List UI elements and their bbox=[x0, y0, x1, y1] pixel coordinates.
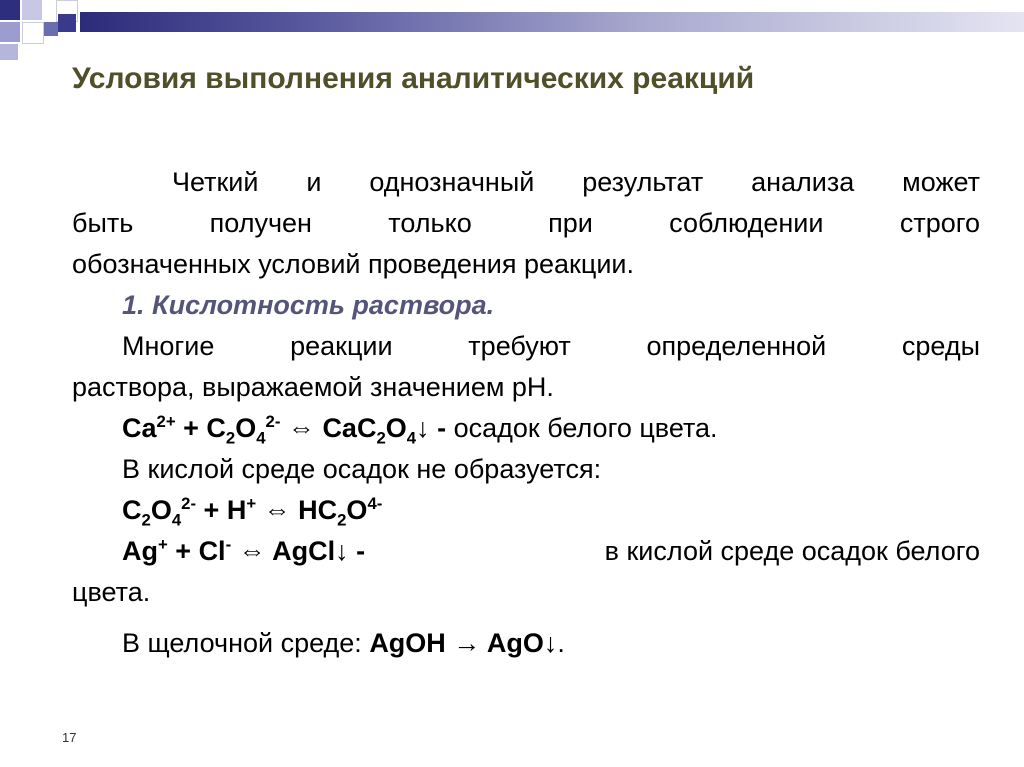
page-number: 17 bbox=[62, 730, 77, 745]
decor-square bbox=[22, 0, 42, 20]
intro-text-line: Четкий и однозначный результат анализа может bbox=[172, 167, 980, 197]
equation-note-continued: цвета. bbox=[72, 577, 151, 607]
alkaline-medium-line: В щелочной среде: AgOH → AgO↓. bbox=[122, 628, 565, 658]
header-gradient-bar bbox=[80, 12, 1024, 32]
decor-square bbox=[0, 22, 20, 42]
ph-text-line: раствора, выражаемой значением pH. bbox=[72, 372, 554, 402]
slide-body bbox=[72, 162, 980, 664]
equation-note: в кислой среде осадок белого bbox=[604, 536, 980, 566]
ph-text-line: Многие реакции требуют определенной среды bbox=[122, 331, 980, 361]
decor-square bbox=[22, 22, 44, 44]
decor-square bbox=[58, 14, 76, 32]
decor-square bbox=[0, 0, 20, 20]
slide-title: Условия выполнения аналитических реакций bbox=[72, 62, 755, 95]
intro-text-line: быть получен только при соблюдении строго bbox=[72, 208, 980, 238]
intro-text-line: обозначенных условий проведения реакции. bbox=[72, 249, 634, 279]
equation-oxalate-proton: $C_2O_4^{2-} + H^+$ ⇔ $HC_2O^{4-}$ bbox=[122, 494, 383, 530]
equation-note: осадок белого цвета. bbox=[453, 413, 718, 443]
decor-square bbox=[0, 44, 18, 60]
decor-square bbox=[44, 22, 58, 36]
equation-silver-chloride: Ag+ + Cl- ⇔ AgCl↓ - в кислой среде осадок белого bbox=[72, 531, 980, 572]
subheading-acidity: 1. Кислотность раствора. bbox=[122, 290, 495, 320]
equation-calcium-oxalate: $Ca^{2+} + C_2O_4^{2-}$ ⇔ $CaC_2O_4↓$ - осадок белого цвета. bbox=[122, 412, 718, 448]
acid-medium-text: В кислой среде осадок не образуется: bbox=[122, 454, 602, 484]
